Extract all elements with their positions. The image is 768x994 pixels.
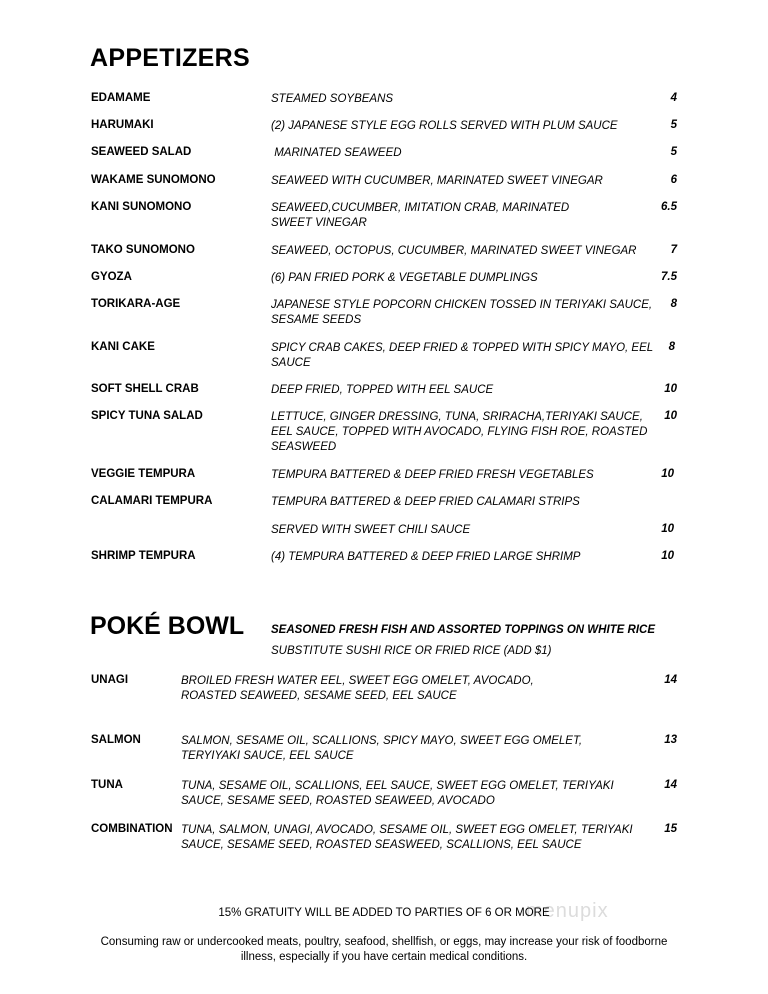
item-name: KANI CAKE — [91, 341, 155, 353]
item-description: JAPANESE STYLE POPCORN CHICKEN TOSSED IN TERIYAKI SAUCE, SESAME SEEDS — [271, 299, 653, 326]
item-description: (4) TEMPURA BATTERED & DEEP FRIED LARGE SHRIMP — [271, 551, 581, 563]
item-price: 13 — [664, 734, 677, 746]
item-price: 4 — [670, 92, 677, 104]
item-price: 5 — [670, 119, 677, 131]
item-description: TUNA, SESAME OIL, SCALLIONS, EEL SAUCE, SWEET EGG OMELET, TERIYAKI SAUCE, SESAME SEED, ROASTED SEAWEED, AVOCADO — [181, 780, 614, 807]
item-price: 14 — [664, 674, 677, 686]
item-description: TEMPURA BATTERED & DEEP FRIED FRESH VEGETABLES — [271, 469, 594, 481]
item-price: 6 — [670, 174, 677, 186]
item-name: SHRIMP TEMPURA — [91, 550, 196, 562]
appetizers-heading: APPETIZERS — [90, 44, 250, 72]
item-price: 5 — [670, 146, 677, 158]
watermark-logo: menupix — [526, 900, 609, 922]
item-price: 8 — [668, 341, 675, 353]
poke-bowl-substitute-note: SUBSTITUTE SUSHI RICE OR FRIED RICE (ADD $1) — [271, 645, 552, 657]
item-name: VEGGIE TEMPURA — [91, 468, 196, 480]
item-price: 7 — [670, 244, 677, 256]
item-name: EDAMAME — [91, 92, 151, 104]
item-description: MARINATED SEAWEED — [271, 147, 402, 159]
item-description: (2) JAPANESE STYLE EGG ROLLS SERVED WITH PLUM SAUCE — [271, 120, 618, 132]
item-name: UNAGI — [91, 674, 129, 686]
item-description: LETTUCE, GINGER DRESSING, TUNA, SRIRACHA,TERIYAKI SAUCE, EEL SAUCE, TOPPED WITH AVOCADO, FLYING FISH ROE, ROASTED SEASWEED — [271, 411, 648, 453]
gratuity-note: 15% GRATUITY WILL BE ADDED TO PARTIES OF 6 OR MORE — [218, 907, 550, 919]
item-price: 14 — [664, 779, 677, 791]
item-name: SALMON — [91, 734, 141, 746]
item-price: 6.5 — [661, 201, 677, 213]
item-description: SEAWEED, OCTOPUS, CUCUMBER, MARINATED SWEET VINEGAR — [271, 245, 637, 257]
item-description: TEMPURA BATTERED & DEEP FRIED CALAMARI STRIPS — [271, 496, 580, 508]
item-description: DEEP FRIED, TOPPED WITH EEL SAUCE — [271, 384, 494, 396]
item-price: 15 — [664, 823, 677, 835]
item-name: WAKAME SUNOMONO — [91, 174, 216, 186]
item-description: SEAWEED,CUCUMBER, IMITATION CRAB, MARINATED SWEET VINEGAR — [271, 202, 570, 229]
item-price: 10 — [664, 410, 677, 422]
item-name: TORIKARA-AGE — [91, 298, 181, 310]
item-name: CALAMARI TEMPURA — [91, 495, 213, 507]
item-price: 10 — [664, 383, 677, 395]
item-price: 7.5 — [661, 271, 677, 283]
item-name: SEAWEED SALAD — [91, 146, 192, 158]
item-name: TAKO SUNOMONO — [91, 244, 195, 256]
poke-bowl-subtitle: SEASONED FRESH FISH AND ASSORTED TOPPINGS ON WHITE RICE — [271, 624, 656, 636]
health-disclaimer: Consuming raw or undercooked meats, poultry, seafood, shellfish, or eggs, may increase your risk of foodborne illness, especially if you have certain medical conditions. — [100, 936, 668, 963]
item-name: KANI SUNOMONO — [91, 201, 192, 213]
item-name: GYOZA — [91, 271, 132, 283]
item-description: STEAMED SOYBEANS — [271, 93, 394, 105]
item-name: SPICY TUNA SALAD — [91, 410, 203, 422]
item-description: (6) PAN FRIED PORK & VEGETABLE DUMPLINGS — [271, 272, 538, 284]
item-price: 10 — [661, 468, 674, 480]
poke-bowl-heading: POKÉ BOWL — [90, 612, 245, 640]
item-name: HARUMAKI — [91, 119, 154, 131]
item-description: TUNA, SALMON, UNAGI, AVOCADO, SESAME OIL, SWEET EGG OMELET, TERIYAKI SAUCE, SESAME SEED, ROASTED SEASWEED, SCALLIONS, EEL SAUCE — [181, 824, 633, 851]
item-name: COMBINATION — [91, 823, 173, 835]
item-description: SALMON, SESAME OIL, SCALLIONS, SPICY MAYO, SWEET EGG OMELET, TERYIYAKI SAUCE, EEL SAUCE — [181, 735, 583, 762]
item-name: SOFT SHELL CRAB — [91, 383, 199, 395]
item-description: SEAWEED WITH CUCUMBER, MARINATED SWEET VINEGAR — [271, 175, 603, 187]
item-description: SPICY CRAB CAKES, DEEP FRIED & TOPPED WITH SPICY MAYO, EEL SAUCE — [271, 342, 653, 369]
item-description: SERVED WITH SWEET CHILI SAUCE — [271, 524, 471, 536]
item-description: BROILED FRESH WATER EEL, SWEET EGG OMELET, AVOCADO, ROASTED SEAWEED, SESAME SEED, EEL SAUCE — [181, 675, 534, 702]
item-price: 10 — [661, 523, 674, 535]
item-price: 10 — [661, 550, 674, 562]
item-name: TUNA — [91, 779, 123, 791]
item-price: 8 — [670, 298, 677, 310]
